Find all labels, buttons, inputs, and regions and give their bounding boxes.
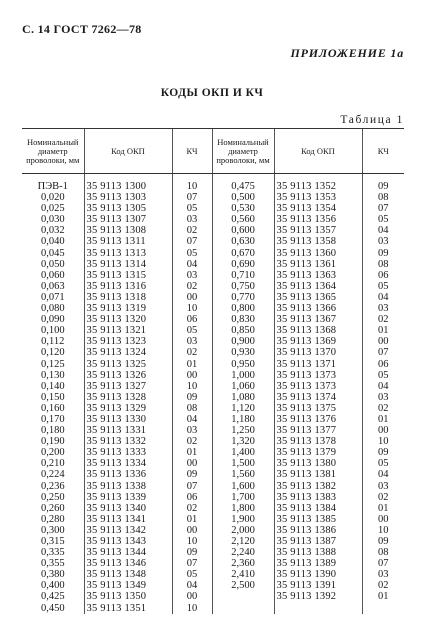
kch-right: 10: [362, 525, 404, 536]
okp-code-right: 35 9113 1360: [274, 248, 362, 259]
diameter-right: 1,000: [212, 370, 274, 381]
header-diameter-left: Номинальный диаметр проволоки, мм: [22, 129, 84, 174]
kch-left: 05: [172, 325, 212, 336]
diameter-right: 1,180: [212, 414, 274, 425]
okp-code-left: 35 9113 1325: [84, 359, 172, 370]
okp-code-left: 35 9113 1321: [84, 325, 172, 336]
kch-right: 05: [362, 370, 404, 381]
diameter-left: 0,100: [40, 325, 65, 337]
diameter-right: [212, 591, 274, 602]
diameter-right: 0,900: [212, 336, 274, 347]
okp-code-left: 35 9113 1327: [84, 381, 172, 392]
okp-code-right: 35 9113 1368: [274, 325, 362, 336]
table-row: [22, 314, 404, 325]
diameter-left: 0,150: [40, 391, 65, 403]
kch-left: 02: [172, 436, 212, 447]
kch-right: 10: [362, 436, 404, 447]
table-row: [22, 370, 404, 381]
okp-code-left: 35 9113 1334: [84, 458, 172, 469]
diameter-left: 0,170: [40, 413, 65, 425]
diameter-left: 0,335: [40, 547, 65, 559]
diameter-right: 1,560: [212, 469, 274, 480]
table-row: [22, 558, 404, 569]
okp-code-right: 35 9113 1381: [274, 469, 362, 480]
diameter-right: 0,600: [212, 225, 274, 236]
diameter-right: 1,600: [212, 481, 274, 492]
okp-code-left: 35 9113 1318: [84, 292, 172, 303]
okp-code-left: 35 9113 1313: [84, 248, 172, 259]
diameter-left: 0,020: [40, 192, 65, 204]
table-row: [22, 248, 404, 259]
okp-code-left: 35 9113 1329: [84, 403, 172, 414]
diameter-right: 1,700: [212, 492, 274, 503]
table-header-row: [22, 129, 404, 174]
kch-right: 09: [362, 447, 404, 458]
kch-right: 02: [362, 314, 404, 325]
okp-code-left: 35 9113 1308: [84, 225, 172, 236]
kch-left: 04: [172, 259, 212, 270]
diameter-left: 0,300: [40, 524, 65, 536]
table-row: [22, 270, 404, 281]
okp-code-left: 35 9113 1346: [84, 558, 172, 569]
okp-code-right: 35 9113 1366: [274, 303, 362, 314]
kch-left: 00: [172, 458, 212, 469]
kch-left: 02: [172, 347, 212, 358]
okp-code-right: 35 9113 1369: [274, 336, 362, 347]
okp-code-right: 35 9113 1353: [274, 192, 362, 203]
okp-code-right: 35 9113 1363: [274, 270, 362, 281]
diameter-left: 0,355: [40, 558, 65, 570]
kch-right: 02: [362, 492, 404, 503]
diameter-left: 0,180: [40, 425, 65, 437]
kch-left: 07: [172, 558, 212, 569]
okp-code-right: 35 9113 1391: [274, 580, 362, 591]
table-row: [22, 425, 404, 436]
diameter-right: 0,710: [212, 270, 274, 281]
kch-left: 10: [172, 381, 212, 392]
diameter-right: 0,630: [212, 236, 274, 247]
table-row: [22, 325, 404, 336]
diameter-left: 0,160: [40, 402, 65, 414]
kch-right: 03: [362, 569, 404, 580]
okp-code-right: 35 9113 1388: [274, 547, 362, 558]
kch-right: 09: [362, 536, 404, 547]
kch-right: 00: [362, 425, 404, 436]
diameter-right: 1,500: [212, 458, 274, 469]
okp-code-left: 35 9113 1340: [84, 503, 172, 514]
okp-code-right: 35 9113 1389: [274, 558, 362, 569]
table-row: [22, 292, 404, 303]
okp-code-left: 35 9113 1351: [84, 603, 172, 614]
table-row: [22, 469, 404, 480]
okp-code-left: 35 9113 1328: [84, 392, 172, 403]
kch-left: 05: [172, 248, 212, 259]
diameter-right: 1,800: [212, 503, 274, 514]
table-row: [22, 591, 404, 602]
kch-left: 00: [172, 591, 212, 602]
okp-code-right: 35 9113 1375: [274, 403, 362, 414]
kch-right: 03: [362, 303, 404, 314]
diameter-left: 0,025: [40, 203, 65, 215]
diameter-left: 0,250: [40, 491, 65, 503]
table-row: [22, 359, 404, 370]
kch-left: 02: [172, 281, 212, 292]
kch-right: 08: [362, 192, 404, 203]
okp-code-right: 35 9113 1383: [274, 492, 362, 503]
okp-code-right: 35 9113 1376: [274, 414, 362, 425]
header-kch-left: КЧ: [172, 129, 212, 174]
diameter-left: 0,063: [40, 280, 65, 292]
table-row: [22, 481, 404, 492]
okp-code-right: 35 9113 1374: [274, 392, 362, 403]
diameter-left: 0,090: [40, 314, 65, 326]
table-body: [22, 174, 404, 614]
okp-code-left: 35 9113 1314: [84, 259, 172, 270]
table-row: [22, 547, 404, 558]
diameter-left: ПЭВ-1: [37, 181, 68, 192]
kch-right: 04: [362, 469, 404, 480]
okp-code-right: 35 9113 1392: [274, 591, 362, 602]
okp-code-right: 35 9113 1361: [274, 259, 362, 270]
diameter-left: 0,315: [40, 536, 65, 547]
okp-code-left: 35 9113 1311: [84, 236, 172, 247]
table-row: [22, 214, 404, 225]
table-row: [22, 174, 404, 193]
okp-code-left: 35 9113 1333: [84, 447, 172, 458]
table-row: [22, 203, 404, 214]
header-kch-right: КЧ: [362, 129, 404, 174]
diameter-left: 0,236: [40, 480, 65, 492]
diameter-right: 0,800: [212, 303, 274, 314]
table-row: [22, 536, 404, 547]
kch-right: 04: [362, 292, 404, 303]
diameter-right: 2,360: [212, 558, 274, 569]
table-row: [22, 336, 404, 347]
okp-code-left: 35 9113 1315: [84, 270, 172, 281]
diameter-right: 0,930: [212, 347, 274, 358]
kch-left: 03: [172, 336, 212, 347]
diameter-left: 0,380: [40, 569, 65, 581]
diameter-right: 1,320: [212, 436, 274, 447]
kch-right: 02: [362, 580, 404, 591]
kch-left: 06: [172, 314, 212, 325]
codes-table: [22, 128, 404, 614]
table-row: [22, 603, 404, 614]
diameter-right: 0,690: [212, 259, 274, 270]
kch-left: 01: [172, 514, 212, 525]
diameter-left: 0,060: [40, 269, 65, 281]
okp-code-left: 35 9113 1339: [84, 492, 172, 503]
diameter-right: 1,060: [212, 381, 274, 392]
diameter-right: 2,500: [212, 580, 274, 591]
diameter-left: 0,050: [40, 258, 65, 270]
kch-right: 05: [362, 458, 404, 469]
kch-left: 07: [172, 236, 212, 247]
diameter-right: 2,000: [212, 525, 274, 536]
header-okp-left: Код ОКП: [84, 129, 172, 174]
diameter-left: 0,200: [40, 447, 65, 459]
kch-right: 01: [362, 325, 404, 336]
table-row: [22, 569, 404, 580]
okp-code-right: 35 9113 1358: [274, 236, 362, 247]
kch-right: 04: [362, 225, 404, 236]
okp-code-right: 35 9113 1382: [274, 481, 362, 492]
diameter-right: 0,750: [212, 281, 274, 292]
okp-code-left: 35 9113 1332: [84, 436, 172, 447]
okp-code-right: 35 9113 1373: [274, 381, 362, 392]
kch-right: 07: [362, 347, 404, 358]
diameter-right: 1,080: [212, 392, 274, 403]
table-row: [22, 503, 404, 514]
diameter-left: 0,120: [40, 347, 65, 359]
okp-code-left: 35 9113 1350: [84, 591, 172, 602]
kch-left: 06: [172, 492, 212, 503]
kch-left: 09: [172, 392, 212, 403]
kch-left: 10: [172, 174, 212, 193]
okp-code-left: 35 9113 1348: [84, 569, 172, 580]
appendix-label: ПРИЛОЖЕНИЕ 1а: [290, 46, 404, 60]
kch-left: 03: [172, 270, 212, 281]
kch-left: 04: [172, 414, 212, 425]
diameter-right: 0,475: [212, 174, 274, 193]
diameter-left: 0,045: [40, 247, 65, 259]
diameter-left: 0,080: [40, 303, 65, 315]
table-row: [22, 414, 404, 425]
diameter-left: 0,071: [40, 291, 65, 303]
kch-right: 04: [362, 381, 404, 392]
kch-right: 03: [362, 236, 404, 247]
okp-code-left: 35 9113 1326: [84, 370, 172, 381]
kch-left: 04: [172, 580, 212, 591]
okp-code-right: 35 9113 1380: [274, 458, 362, 469]
kch-right: 08: [362, 547, 404, 558]
diameter-right: 0,530: [212, 203, 274, 214]
table-row: [22, 492, 404, 503]
kch-left: 00: [172, 292, 212, 303]
kch-left: 00: [172, 370, 212, 381]
diameter-left: 0,112: [41, 336, 65, 348]
kch-right: 06: [362, 359, 404, 370]
kch-right: 01: [362, 503, 404, 514]
kch-right: 00: [362, 336, 404, 347]
okp-code-right: 35 9113 1357: [274, 225, 362, 236]
table-row: [22, 458, 404, 469]
kch-left: 07: [172, 192, 212, 203]
okp-code-right: 35 9113 1352: [274, 174, 362, 193]
okp-code-left: 35 9113 1307: [84, 214, 172, 225]
table-row: [22, 347, 404, 358]
kch-right: 03: [362, 481, 404, 492]
table-row: [22, 303, 404, 314]
kch-right: 01: [362, 414, 404, 425]
table-row: [22, 259, 404, 270]
header-okp-right: Код ОКП: [274, 129, 362, 174]
okp-code-right: 35 9113 1365: [274, 292, 362, 303]
okp-code-right: 35 9113 1378: [274, 436, 362, 447]
kch-right: 03: [362, 392, 404, 403]
kch-left: 07: [172, 481, 212, 492]
diameter-left: 0,280: [40, 513, 65, 525]
kch-left: 01: [172, 359, 212, 370]
okp-code-right: 35 9113 1371: [274, 359, 362, 370]
kch-left: 02: [172, 503, 212, 514]
page-header: С. 14 ГОСТ 7262—78: [22, 22, 142, 36]
kch-right: [362, 603, 404, 614]
table-row: [22, 447, 404, 458]
kch-right: 05: [362, 214, 404, 225]
okp-code-left: 35 9113 1344: [84, 547, 172, 558]
okp-code-right: 35 9113 1356: [274, 214, 362, 225]
table-row: [22, 225, 404, 236]
diameter-right: 2,410: [212, 569, 274, 580]
kch-right: 08: [362, 259, 404, 270]
okp-code-left: 35 9113 1330: [84, 414, 172, 425]
okp-code-right: 35 9113 1386: [274, 525, 362, 536]
kch-right: 06: [362, 270, 404, 281]
table-row: [22, 236, 404, 247]
diameter-left: 0,190: [40, 436, 65, 448]
okp-code-right: 35 9113 1390: [274, 569, 362, 580]
kch-left: 10: [172, 603, 212, 614]
okp-code-left: 35 9113 1319: [84, 303, 172, 314]
diameter-left: 0,224: [40, 469, 65, 481]
diameter-right: 0,950: [212, 359, 274, 370]
table-row: [22, 514, 404, 525]
kch-left: 09: [172, 469, 212, 480]
kch-right: 09: [362, 174, 404, 193]
okp-code-left: 35 9113 1343: [84, 536, 172, 547]
kch-left: 08: [172, 403, 212, 414]
okp-code-left: 35 9113 1349: [84, 580, 172, 591]
okp-code-right: 35 9113 1384: [274, 503, 362, 514]
okp-code-left: 35 9113 1316: [84, 281, 172, 292]
kch-right: 07: [362, 558, 404, 569]
okp-code-left: 35 9113 1336: [84, 469, 172, 480]
kch-left: 02: [172, 225, 212, 236]
kch-left: 05: [172, 203, 212, 214]
table-row: [22, 192, 404, 203]
okp-code-left: 35 9113 1338: [84, 481, 172, 492]
okp-code-right: [274, 603, 362, 614]
kch-left: 01: [172, 447, 212, 458]
okp-code-left: 35 9113 1342: [84, 525, 172, 536]
okp-code-left: 35 9113 1324: [84, 347, 172, 358]
diameter-right: 0,770: [212, 292, 274, 303]
okp-code-right: 35 9113 1370: [274, 347, 362, 358]
diameter-left: 0,400: [40, 580, 65, 592]
okp-code-left: 35 9113 1323: [84, 336, 172, 347]
diameter-left: 0,125: [40, 358, 65, 370]
okp-code-right: 35 9113 1367: [274, 314, 362, 325]
diameter-right: 0,850: [212, 325, 274, 336]
okp-code-left: 35 9113 1320: [84, 314, 172, 325]
kch-left: 09: [172, 547, 212, 558]
diameter-right: 2,240: [212, 547, 274, 558]
kch-right: 05: [362, 281, 404, 292]
okp-code-left: 35 9113 1303: [84, 192, 172, 203]
header-diameter-right: Номинальный диаметр проволоки, мм: [212, 129, 274, 174]
diameter-left: 0,130: [40, 369, 65, 381]
okp-code-right: 35 9113 1354: [274, 203, 362, 214]
kch-left: 05: [172, 569, 212, 580]
kch-right: 09: [362, 248, 404, 259]
okp-code-left: 35 9113 1341: [84, 514, 172, 525]
diameter-right: 0,500: [212, 192, 274, 203]
diameter-left: 0,260: [40, 502, 65, 514]
diameter-right: 1,900: [212, 514, 274, 525]
okp-code-left: 35 9113 1331: [84, 425, 172, 436]
okp-code-right: 35 9113 1387: [274, 536, 362, 547]
kch-left: 03: [172, 214, 212, 225]
kch-left: 03: [172, 425, 212, 436]
okp-code-right: 35 9113 1373: [274, 370, 362, 381]
kch-left: 00: [172, 525, 212, 536]
kch-right: 01: [362, 591, 404, 602]
diameter-right: 0,830: [212, 314, 274, 325]
table-row: [22, 392, 404, 403]
diameter-left: 0,450: [40, 602, 65, 614]
okp-code-right: 35 9113 1379: [274, 447, 362, 458]
document-title: КОДЫ ОКП И КЧ: [160, 87, 264, 99]
okp-code-right: 35 9113 1385: [274, 514, 362, 525]
kch-left: 10: [172, 303, 212, 314]
diameter-left: 0,040: [40, 236, 65, 248]
table-label: Таблица 1: [340, 114, 404, 126]
diameter-right: 0,560: [212, 214, 274, 225]
diameter-right: 1,250: [212, 425, 274, 436]
diameter-left: 0,425: [40, 591, 65, 603]
okp-code-right: 35 9113 1377: [274, 425, 362, 436]
okp-code-left: 35 9113 1300: [84, 174, 172, 193]
diameter-left: 0,210: [40, 458, 65, 470]
diameter-left: 0,030: [40, 214, 65, 226]
diameter-right: 1,120: [212, 403, 274, 414]
kch-right: 00: [362, 514, 404, 525]
diameter-right: 1,400: [212, 447, 274, 458]
diameter-left: 0,032: [40, 225, 65, 237]
diameter-right: 2,120: [212, 536, 274, 547]
kch-right: 07: [362, 203, 404, 214]
table-row: [22, 436, 404, 447]
okp-code-right: 35 9113 1364: [274, 281, 362, 292]
table-row: [22, 403, 404, 414]
kch-left: 10: [172, 536, 212, 547]
table-row: [22, 580, 404, 591]
diameter-left: 0,140: [40, 380, 65, 392]
table-row: [22, 381, 404, 392]
table-row: [22, 525, 404, 536]
diameter-right: 0,670: [212, 248, 274, 259]
table-row: [22, 281, 404, 292]
diameter-right: [212, 603, 274, 614]
kch-right: 02: [362, 403, 404, 414]
okp-code-left: 35 9113 1305: [84, 203, 172, 214]
